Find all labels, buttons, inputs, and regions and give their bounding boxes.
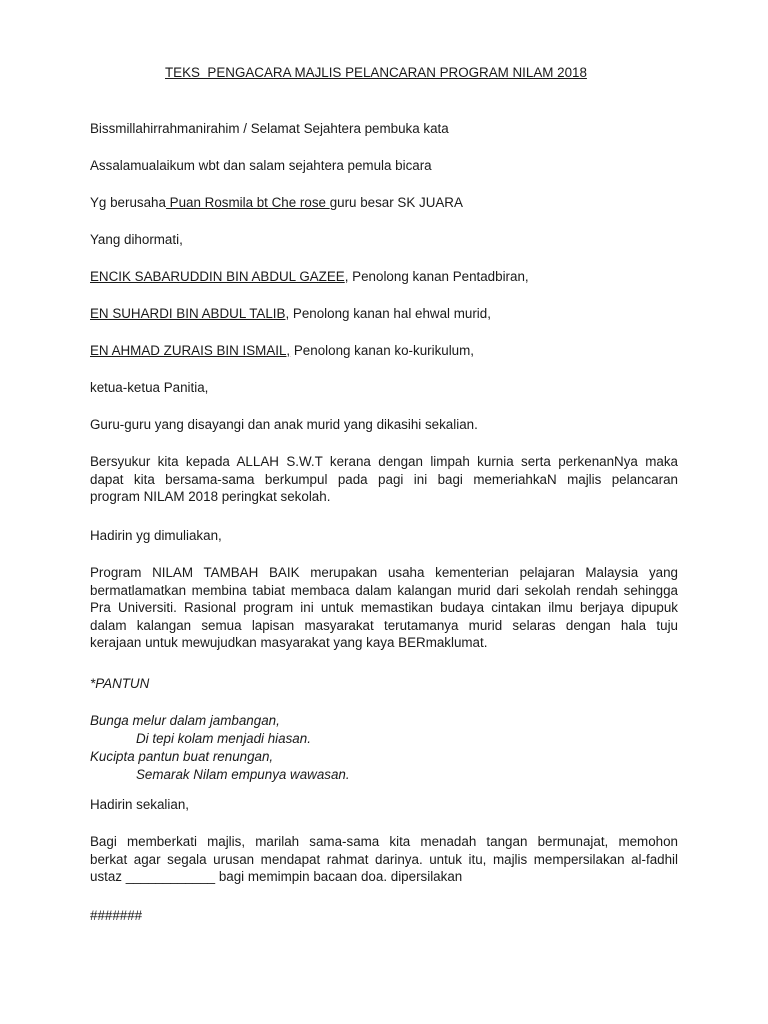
official-role: , Penolong kanan hal ehwal murid, bbox=[285, 306, 491, 321]
document-title: TEKS PENGACARA MAJLIS PELANCARAN PROGRAM NILAM 2018 bbox=[165, 65, 587, 80]
paragraph-line: Pra Universiti. Rasional program ini untuk memastikan budaya cintakan ilmu berjaya dipupuk bbox=[90, 600, 678, 616]
pantun-line: Semarak Nilam empunya wawasan. bbox=[136, 767, 350, 782]
guru-murid-line: Guru-guru yang disayangi dan anak murid yang dikasihi sekalian. bbox=[90, 417, 478, 432]
bersyukur-paragraph bbox=[90, 453, 678, 506]
greeting-salam: Assalamualaikum wbt dan salam sejahtera pemula bicara bbox=[90, 158, 432, 173]
guru-besar-suffix: guru besar SK JUARA bbox=[329, 195, 463, 210]
official-name: EN AHMAD ZURAIS BIN ISMAIL, bbox=[90, 343, 291, 358]
paragraph-line: dalam kalangan semua lapisan masyarakat terutamanya murid selaras dengan hala tuju bbox=[90, 617, 678, 633]
guru-besar-prefix: Yg berusaha bbox=[90, 195, 166, 210]
pantun-line: Kucipta pantun buat renungan, bbox=[90, 749, 274, 764]
official-role: Penolong kanan ko-kurikulum, bbox=[290, 343, 475, 358]
hadirin-dimuliakan-line: Hadirin yg dimuliakan, bbox=[90, 528, 222, 543]
paragraph-line: Program NILAM TAMBAH BAIK merupakan usaha kementerian pelajaran Malaysia yang bbox=[90, 565, 678, 580]
official-line bbox=[90, 342, 474, 360]
official-name: EN SUHARDI BIN ABDUL TALIB bbox=[90, 306, 286, 321]
doa-paragraph bbox=[90, 833, 678, 886]
greeting-opening: Bissmillahirrahmanirahim / Selamat Sejahtera pembuka kata bbox=[90, 121, 449, 136]
paragraph-line: berkat agar segala urusan mendapat rahmat darinya. untuk itu, majlis mempersilakan al-fadhil bbox=[90, 851, 678, 867]
paragraph-line: Bersyukur kita kepada ALLAH S.W.T kerana dengan limpah kurnia serta perkenanNya maka bbox=[90, 454, 678, 469]
end-mark: ####### bbox=[90, 908, 143, 923]
paragraph-line: bermatlamatkan membina tabiat membaca dalam kalangan murid dari sekolah rendah sehingga bbox=[90, 582, 678, 598]
paragraph-line: dapat kita bersama-sama berkumpul pada pagi ini bagi memeriahkaN majlis pelancaran bbox=[90, 471, 678, 487]
paragraph-line: kerajaan untuk mewujudkan masyarakat yang kaya BERmaklumat. bbox=[90, 635, 488, 651]
dihormati-line: Yang dihormati, bbox=[90, 232, 183, 247]
paragraph-line: Bagi memberkati majlis, marilah sama-sama kita menadah tangan bermunajat, memohon bbox=[90, 834, 678, 849]
official-line bbox=[90, 268, 529, 286]
hadirin-sekalian-line: Hadirin sekalian, bbox=[90, 797, 189, 812]
official-name: ENCIK SABARUDDIN BIN ABDUL GAZEE bbox=[90, 269, 345, 284]
paragraph-line: program NILAM 2018 peringkat sekolah. bbox=[90, 489, 331, 505]
panitia-line: ketua-ketua Panitia, bbox=[90, 380, 209, 395]
official-role: , Penolong kanan Pentadbiran, bbox=[344, 269, 529, 284]
pantun-line: Di tepi kolam menjadi hiasan. bbox=[136, 731, 311, 746]
pantun-line: Bunga melur dalam jambangan, bbox=[90, 713, 280, 728]
guru-besar-line bbox=[90, 194, 463, 212]
guru-besar-name: Puan Rosmila bt Che rose bbox=[165, 195, 330, 210]
program-paragraph bbox=[90, 564, 678, 652]
paragraph-line: ustaz ____________ bagi memimpin bacaan doa. dipersilakan bbox=[90, 869, 463, 885]
official-line bbox=[90, 305, 491, 323]
pantun-heading: *PANTUN bbox=[90, 676, 150, 691]
